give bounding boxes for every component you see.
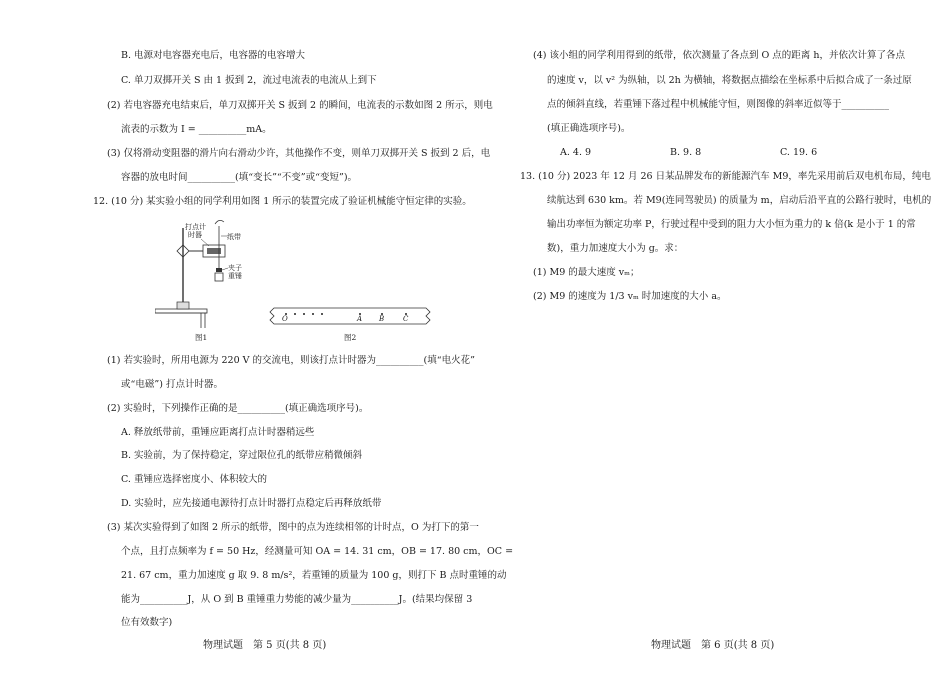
- q12-part3-line2: 个点，且打点频率为 f = 50 Hz，经测量可知 OA = 14. 31 cm，OB = 17. 80 cm，OC =: [121, 546, 514, 557]
- q12-part1-line1: (1) 若实验时，所用电源为 220 V 的交流电，则该打点计时器为__________(填“电火花”: [107, 355, 475, 366]
- label-weight: 重锤: [228, 272, 242, 280]
- figure-1-caption: 图1: [195, 333, 208, 342]
- q11-option-b: B. 电源对电容器充电后，电容器的电容增大: [121, 50, 306, 61]
- q12-option-b: B. 实验前，为了保持稳定，穿过限位孔的纸带应稍微倾斜: [121, 450, 363, 461]
- label-timer-2: 时器: [188, 231, 202, 239]
- footer-page-6: 物理试题 第 6 页(共 8 页): [651, 640, 775, 651]
- q12-part2: (2) 实验时，下列操作正确的是__________(填正确选项序号)。: [107, 403, 369, 414]
- q13-line3: 输出功率恒为额定功率 P，行驶过程中受到的阻力大小恒为重力的 k 倍(k 是小于 1 的常: [547, 219, 916, 230]
- q13-line4: 数)，重力加速度大小为 g。求：: [547, 243, 684, 254]
- figure-2-caption: 图2: [344, 333, 357, 342]
- q12-part4-option-a: A. 4. 9: [560, 147, 592, 158]
- q12-part4-option-b: B. 9. 8: [670, 147, 702, 158]
- q12-part4-line3: 点的倾斜直线，若重锤下落过程中机械能守恒，则图像的斜率近似等于__________: [547, 99, 890, 110]
- q11-part3-line1: (3) 仅将滑动变阻器的滑片向右滑动少许，其他操作不变，则单刀双掷开关 S 扳到 2 后，电: [107, 148, 491, 159]
- q12-option-d: D. 实验时，应先接通电源待打点计时器打点稳定后再释放纸带: [121, 498, 382, 509]
- footer-page-5: 物理试题 第 5 页(共 8 页): [203, 640, 327, 651]
- q12-part1-line2: 或“电磁”) 打点计时器。: [121, 379, 223, 390]
- q12-part4-line4: (填正确选项序号)。: [547, 123, 631, 134]
- point-a: A: [357, 315, 363, 323]
- q12-part3-line3: 21. 67 cm，重力加速度 g 取 9. 8 m/s²，若重锤的质量为 100 g，则打下 B 点时重锤的动: [121, 570, 507, 581]
- figure-1-apparatus: [155, 216, 265, 344]
- point-o: O: [282, 315, 288, 323]
- q13-part2: (2) M9 的速度为 1/3 vₘ 时加速度的大小 a。: [533, 291, 727, 302]
- q13-line2: 续航达到 630 km。若 M9(连同驾驶员) 的质量为 m，启动后沿平直的公路行驶时，电机的: [547, 195, 932, 206]
- point-c: C: [403, 315, 409, 323]
- q13-part1: (1) M9 的最大速度 vₘ；: [533, 267, 640, 278]
- point-b: B: [379, 315, 385, 323]
- q12-option-c: C. 重锤应选择密度小、体积较大的: [121, 474, 267, 485]
- q11-part2-line1: (2) 若电容器充电结束后，单刀双掷开关 S 扳到 2 的瞬间，电流表的示数如图 2 所示，则电: [107, 100, 493, 111]
- label-tape: 纸带: [227, 233, 241, 241]
- q12-part4-option-c: C. 19. 6: [780, 147, 818, 158]
- q12-part4-line2: 的速度 v，以 v² 为纵轴，以 2h 为横轴，将数据点描绘在坐标系中后拟合成了一条过原: [547, 75, 912, 86]
- q13-line1: 13. (10 分) 2023 年 12 月 26 日某品牌发布的新能源汽车 M9，率先采用前后双电机布局，纯电: [520, 171, 931, 182]
- q11-option-c: C. 单刀双掷开关 S 由 1 扳到 2，流过电流表的电流从上到下: [121, 75, 377, 86]
- label-timer: 打点计: [185, 223, 206, 231]
- q11-part2-line2: 流表的示数为 I = __________mA。: [121, 124, 272, 135]
- q12-stem: 12. (10 分) 某实验小组的同学利用如图 1 所示的装置完成了验证机械能守恒定律的实验。: [93, 196, 472, 207]
- label-clip: 夹子: [228, 264, 242, 272]
- q11-part3-line2: 容器的放电时间__________(填“变长”“不变”或“变短”)。: [121, 172, 358, 183]
- q12-part4-line1: (4) 该小组的同学利用得到的纸带，依次测量了各点到 O 点的距离 h，并依次计算了各点: [533, 50, 905, 61]
- apparatus-drawing: [155, 216, 265, 344]
- q12-part3-line1: (3) 某次实验得到了如图 2 所示的纸带，图中的点为连续相邻的计时点，O 为打下的第一: [107, 522, 479, 533]
- q12-part3-line4: 能为__________J，从 O 到 B 重锤重力势能的减少量为__________J。(结果均保留 3: [121, 594, 473, 605]
- q12-part3-line5: 位有效数字): [121, 617, 173, 628]
- q12-option-a: A. 释放纸带前，重锤应距离打点计时器稍远些: [121, 427, 315, 438]
- figure-2-tape: [268, 304, 432, 344]
